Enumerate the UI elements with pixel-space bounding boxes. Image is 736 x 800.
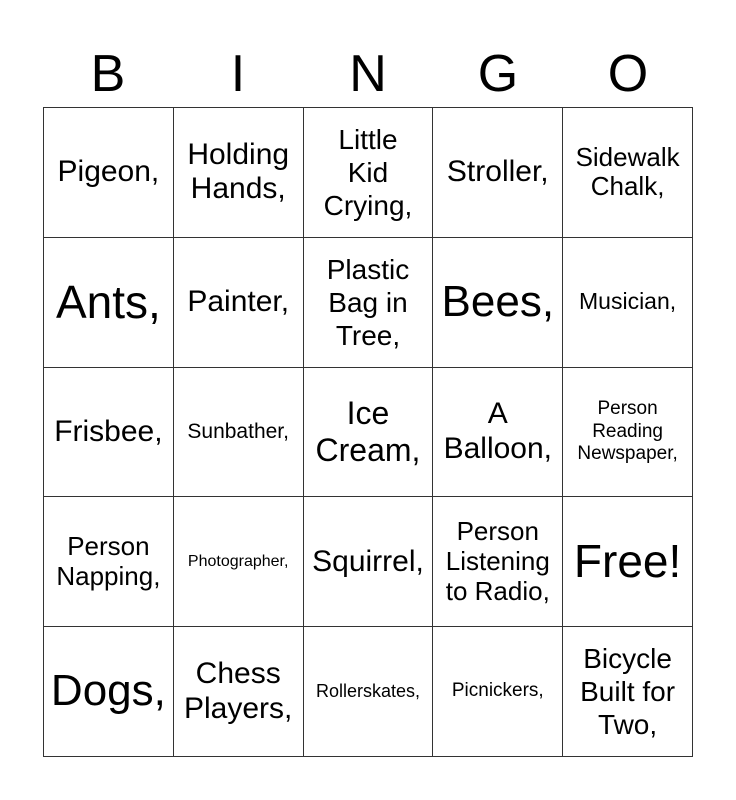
bingo-cell[interactable] [433, 238, 563, 368]
header-letter-o: O [607, 45, 649, 103]
cell-text: Holding Hands, [187, 137, 290, 206]
cell-text: Ants, [55, 275, 161, 328]
bingo-header [43, 40, 693, 108]
free-space[interactable] [563, 497, 693, 627]
bingo-cell[interactable] [304, 108, 434, 238]
bingo-cell[interactable] [174, 238, 304, 368]
bingo-cell[interactable] [174, 627, 304, 757]
cell-text: Picnickers, [451, 680, 544, 702]
bingo-cell[interactable] [174, 497, 304, 627]
cell-text: Person Reading Newspaper, [577, 398, 678, 465]
cell-text: Painter, [187, 284, 290, 318]
cell-text: Plastic Bag in Tree, [326, 253, 410, 351]
header-letter-i: I [230, 45, 246, 103]
bingo-cell[interactable] [433, 368, 563, 498]
bingo-cell[interactable] [433, 627, 563, 757]
cell-text: Little Kid Crying, [323, 123, 413, 221]
cell-text: Bees, [441, 277, 555, 326]
bingo-cell[interactable] [304, 368, 434, 498]
cell-text: Pigeon, [57, 155, 160, 189]
header-letter-n: N [349, 45, 387, 103]
cell-text: Person Napping, [56, 530, 161, 591]
header-letter-g: G [477, 45, 519, 103]
bingo-cell[interactable] [44, 108, 174, 238]
bingo-board [43, 107, 693, 757]
cell-text: Chess Players, [184, 657, 293, 725]
bingo-cell[interactable] [563, 238, 693, 368]
cell-text: Dogs, [50, 666, 166, 716]
bingo-cell[interactable] [304, 497, 434, 627]
cell-text: Sidewalk Chalk, [575, 141, 680, 202]
cell-text: Stroller, [446, 155, 549, 189]
cell-text: A Balloon, [443, 397, 552, 465]
cell-text: Sunbather, [187, 419, 289, 443]
bingo-cell[interactable] [563, 108, 693, 238]
bingo-cell[interactable] [563, 627, 693, 757]
bingo-cell[interactable] [44, 627, 174, 757]
cell-text: Squirrel, [312, 544, 424, 578]
cell-text: Ice Cream, [315, 395, 421, 468]
bingo-cell[interactable] [563, 368, 693, 498]
cell-text: Frisbee, [54, 414, 163, 448]
bingo-cell[interactable] [44, 368, 174, 498]
header-letter-b: B [90, 45, 126, 103]
bingo-cell[interactable] [174, 108, 304, 238]
cell-text: Photographer, [187, 553, 289, 571]
bingo-cell[interactable] [304, 627, 434, 757]
bingo-cell[interactable] [304, 238, 434, 368]
cell-text: Free! [573, 535, 682, 588]
bingo-cell[interactable] [174, 368, 304, 498]
bingo-cell[interactable] [44, 497, 174, 627]
bingo-cell[interactable] [433, 108, 563, 238]
bingo-cell[interactable] [433, 497, 563, 627]
bingo-cell[interactable] [44, 238, 174, 368]
cell-text: Person Listening to Radio, [445, 515, 550, 606]
cell-text: Rollerskates, [315, 680, 421, 701]
cell-text: Musician, [579, 288, 677, 315]
cell-text: Bicycle Built for Two, [580, 643, 676, 741]
